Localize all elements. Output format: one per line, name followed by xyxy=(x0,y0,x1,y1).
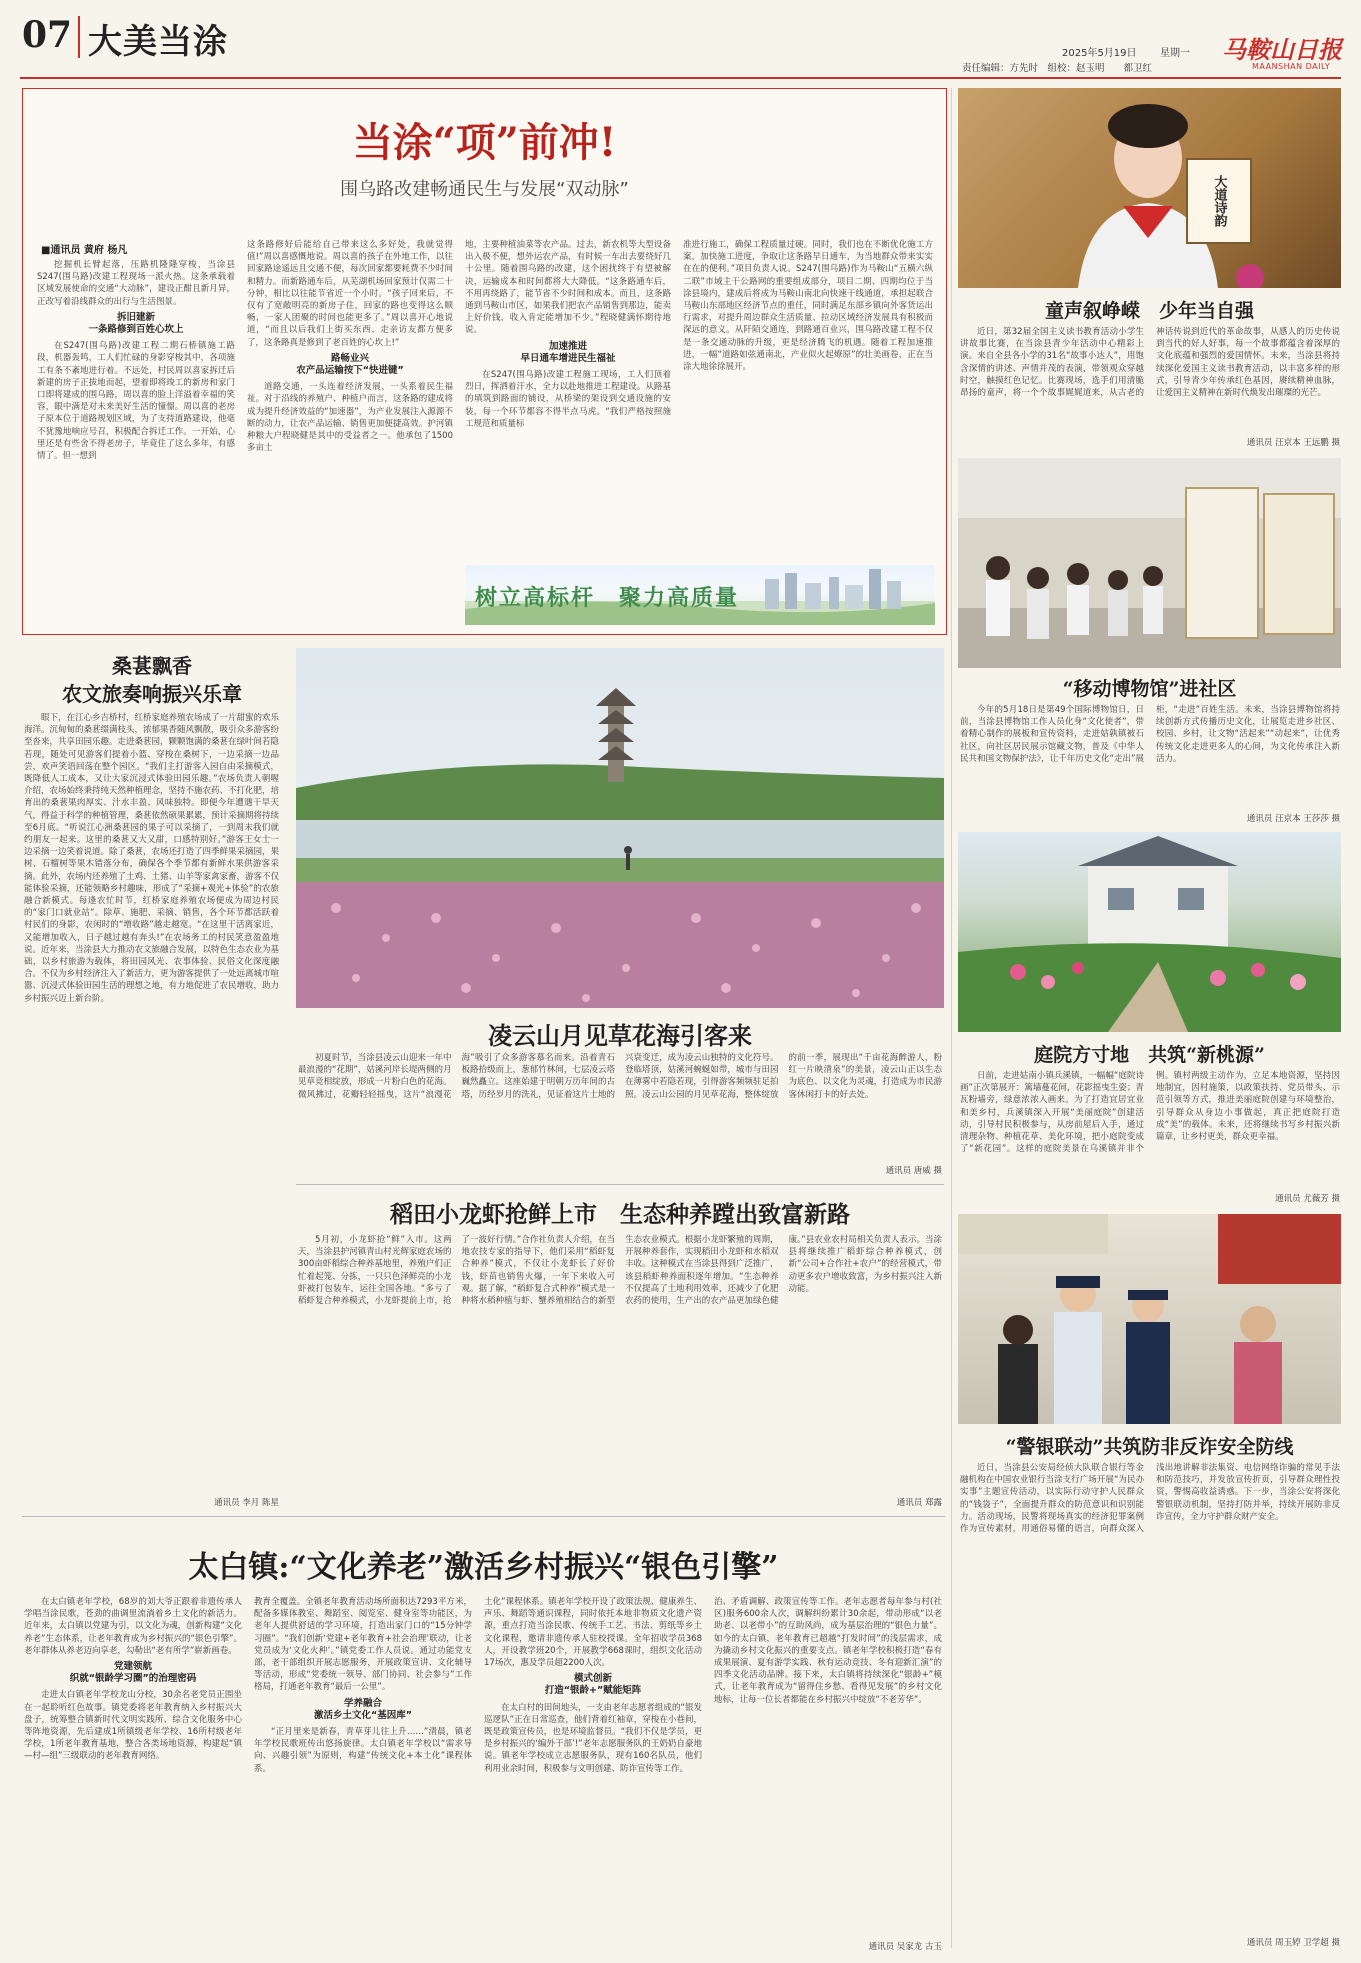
taibai-sub1: 党建领航 xyxy=(113,1661,152,1673)
masthead-divider xyxy=(78,16,80,58)
photo-police-bank xyxy=(958,1214,1341,1424)
museum-scene-graphic xyxy=(958,458,1341,668)
right2-body: 今年的5月18日是第49个国际博物馆日，日前，当涂县博物馆工作人员化身“文化使者”，带着精心制作的展板和宣传资料，走进姑孰镇被石社区，向社区居民展示馆藏文物，普及《中华人民共和国文物保护法》，让千年历史文化“走出”展柜，“走进”百姓生活。未来，当涂县博物馆将持续创新方式传播历史文化，让展览走进乡社区、校园、乡村，让文物“活起来”“动起来”，让优秀传统文化走进更多人的心间，为文化传承注入新活力。 xyxy=(960,705,1340,764)
courtyard-scene-graphic xyxy=(958,832,1341,1032)
daily-logo: 马鞍山日报 xyxy=(1222,35,1342,64)
daotian-credit: 通讯员 郑露 xyxy=(896,1498,942,1508)
lead-col3-text: 地，主要种植油菜等农产品。过去，新农机等大型设备出入极不便，想外运农产品，有时候一车出去要绕好几十公里。随着围乌路的改建，这个困扰终于有望被解决，运输成本和时间都将大大降低。“这条路通车后，不用再绕路了，能节省不少时间和成本。而且，这条路通到马鞍山市区，如果我们把农产品销售到那边，能卖上好价钱，收入肯定能增加不少。”程晓健满怀期待地说。 xyxy=(465,240,671,336)
taibai-col4 xyxy=(714,1596,942,1936)
sign-card-text: 大道诗韵 xyxy=(1211,175,1227,227)
lead-banner xyxy=(465,565,935,625)
right1-credit: 通讯员 汪京本 王远鹏 摄 xyxy=(1246,438,1340,448)
right2-credit: 通讯员 汪京本 王莎莎 摄 xyxy=(1246,814,1340,824)
lead-sub1b: 一条路修到百姓心坎上 xyxy=(88,324,184,336)
sangshen-title-1: 桑葚飘香 xyxy=(112,654,192,678)
lead-col1-text: 在S247(围乌路)改建工程二期石桥镇施工路段，机器轰鸣，工人们忙碌的身影穿梭其中，各项施工有条不紊地进行着。不远处，村民周以喜家拆迁后新建的房子正拔地而起，望着即将竣工的新房和家门口即将建成的围乌路，周以喜的脸上洋溢着幸福的笑容，眼中满是对未来美好生活的憧憬。周以喜的老房子原本位于道路规划区域，为了支持道路建设，他毫不犹豫地响应号召，积极配合拆迁工作。一开始，心里还是有些舍不得老房子，毕竟住了这么多年，有感情了。但一想到 xyxy=(37,341,235,462)
lead-sub3b: 早日通车增进民生福祉 xyxy=(520,352,616,364)
lead-byline: ■通讯员 黄府 杨凡 xyxy=(41,245,128,256)
photo-storyteller-girl xyxy=(958,88,1341,288)
sangshen-title-2: 农文旅奏响振兴乐章 xyxy=(62,682,242,706)
masthead-date: 2025年5月19日 xyxy=(1062,48,1137,59)
sign-card xyxy=(1186,158,1252,244)
taibai-col3-text: 土化”课程体系。镇老年学校开设了政策法规、健康养生、声乐、舞蹈等通识课程，同时依托本地非物质文化遗产资源，重点打造当涂民歌、传统手工艺、书法、剪纸等乡土文化课程，邀请非遗传承人驻校授课。全年招收学员368人，开设教学班20个，开展教学668课时，组织文化活动17场次，惠及学员超2200人次。 xyxy=(484,1597,702,1669)
taibai-col1 xyxy=(24,1596,242,1956)
right1-text xyxy=(960,326,1340,434)
lead-col2 xyxy=(247,239,453,629)
masthead xyxy=(0,0,1361,80)
taibai-col3-text2: 在太白村的田间地头，一支由老年志愿者组成的“银发巡逻队”正在日常巡查，他们背着红袖章，穿梭在小巷间，既是政策宣传员，也是环境监督员。“我们不仅是学员，更是乡村振兴的‘编外干部’!”老年志愿服务队的王奶奶自豪地说。镇老年学校成立志愿服务队，现有160名队员，他们利用业余时间，积极参与文明创建、防诈宣传等工作。 xyxy=(484,1702,702,1774)
right1-body: 近日，第32届全国主义读书教育活动小学生讲故事比赛，在当涂县青少年活动中心精彩上演。来自全县各小学的31名“故事小达人”，用饱含深情的讲述、声情并茂的表演，带领观众穿越时空，触摸红色记忆。比赛现场，选手们用清脆昂扬的童声，将一个个故事娓娓道来，从古老的神话传说到近代的革命故事，从感人的历史传说到当代的好人好事，每一个故事都蕴含着深厚的文化底蕴和强烈的爱国情怀。未来，当涂县将持续深化爱国主义读书教育活动，以丰富多样的形式，引导青少年传承红色基因，赓续精神血脉，让爱国主义精神在新时代焕发出璀璨的光芒。 xyxy=(960,327,1340,399)
taibai-col2-text: 教育全覆盖。全镇老年教育活动场所面积达7293平方米，配备多媒体教室、舞蹈室、阅览室、健身室等功能区，为老年人提供舒适的学习环境，打造出家门口的“15分钟学习圈”。“我们创新‘党建+老年教育+社会治理’联动，让老党员成为‘文化火种’。”镇党委工作人员说。通过功能党支部，老干部组织开展志愿服务，开展政策宣讲、文化辅导等活动，形成“党委统一领导、部门协同、社会参与”工作格局，打通老年教育“最后一公里”。 xyxy=(254,1597,472,1693)
column-divider xyxy=(951,88,952,1948)
section-title: 大美当涂 xyxy=(88,22,228,62)
lead-sub3: 加速推进 xyxy=(548,340,587,352)
sangshen-credit: 通讯员 李月 陈星 xyxy=(214,1498,279,1508)
right4-credit: 通讯员 周玉婷 卫学超 摄 xyxy=(1246,1938,1340,1948)
right3-text xyxy=(960,1070,1340,1192)
right3-body: 日前，走进姑南小镇兵溪镇，一幅幅“庭院诗画”正次第展开：篱墙蔓花间，花影摇曳生姿；青瓦粉墙旁，绿意浓浓入画来。为了打造宜居宜业和美乡村，兵溪镇深入开展“美丽庭院”创建活动，引导村民积极参与，从房前屋后入手，通过清理杂物、种植花草、美化环境，把小庭院变成了“新花园”。这样的庭院美景在乌溪镇并非个例。镇村两级主动作为，立足本地资源，坚持因地制宜，因村施策，以政策扶持、党员带头、示范引领等方式，推进美丽庭院创建与环境整治，引导群众从身边小事做起，真正把庭院打造成“美”的载体。未来，还将继续书写乡村振兴新篇章，让乡村更美，群众更幸福。 xyxy=(960,1071,1340,1155)
lead-col4-text: 准进行施工，确保工程质量过硬。同时，我们也在不断优化施工方案，加快施工进度，争取让这条路早日通车，为当地群众带来实实在在的便利。”项目负责人说。S247(围乌路)作为马鞍山“五横六纵二联”市域主干公路网的重要组成部分，项目二期、四期均位于当涂县境内，建成后将成为马鞍山南北向快速干线通道，承担起联合马鞍山东部地区经济节点的重任，同时满足东部乡镇向外客货运出行需求，对提升周边群众生活质量、拉动区域经济发展具有积极而深远的意义。从阡陌交通连，到路通百业兴，围乌路改建工程不仅是一条交通动脉的升级，更是经济腾飞的机遇。随着工程加速推进，一幅“道路如弦通南北，产业似火起燎原”的壮美画卷，正在当涂大地徐徐展开。 xyxy=(683,240,933,373)
lead-col2-text: 这条路修好后能给自己带来这么多好处，我就觉得值!”周以喜感慨地说。周以喜的孩子在外地工作，以往回家路途遥远且交通不便，每次回家都要耗费不少时间和精力。而新路通车后，从芜湖机场回家预计仅需二十分钟，相比以往能节省近一个小时。“孩子回来后，不仅有了宽敞明亮的新房子住，回家的路也变得这么顺畅，一家人团聚的时间也能更多了。”周以喜开心地说道，“而且以后我们上街买东西、走亲访友都方便多了，这条路真是修到了老百姓的心坎上!” xyxy=(247,240,453,348)
photo-courtyard xyxy=(958,832,1341,1032)
daotian-title: 稻田小龙虾抢鲜上市 生态种养蹚出致富新路 xyxy=(390,1201,850,1228)
pagoda-scene-graphic xyxy=(296,648,944,1008)
taibai-col1-text: 走进太白镇老年学校龙山分校，30余名老党员正围坐在一起聆听红色故事。镇党委将老年教育纳入乡村振兴大盘子，统筹整合镇新时代文明实践所、综合文化服务中心等阵地资源，先后建成1所镇级老年学校、16所村级老年学校，1所老年教育基地，整合各类场地资源，构建起“镇—村—组”三级联动的老年教育网络。 xyxy=(24,1690,242,1762)
editor-line: 责任编辑：方先时 组校：赵玉明 都卫红 xyxy=(962,63,1153,74)
taibai-col4-text: 治、矛盾调解、政策宣传等工作。老年志愿者每年参与村(社区)服务600余人次，调解纠纷累计30余起，带动形成“以老助老、以老带小”的互助风尚，成为基层治理的“银色力量”。如今的太白镇，老年教育已超越“打发时间”的浅层需求，成为撬动乡村文化振兴的重要支点。镇老年学校积极打造“春有成果展演、夏有游学实践、秋有运动竞技、冬有迎新汇演”的四季文化活动品牌。接下来，太白镇将持续深化“银龄+”模式，让老年教育成为“留得住乡愁、看得见发展”的乡村文化地标，让每一位长者都能在乡村振兴中绽放“不老芳华”。 xyxy=(714,1597,942,1705)
masthead-rule xyxy=(20,77,1341,79)
taibai-col2 xyxy=(254,1596,472,1956)
daotian-text xyxy=(298,1234,942,1490)
right3-credit: 通讯员 尤薇芳 摄 xyxy=(1275,1194,1340,1204)
lingyun-credit: 通讯员 唐威 摄 xyxy=(885,1166,942,1176)
banner-slogan: 树立高标杆 聚力高质量 xyxy=(475,585,740,611)
taibai-intro: 在太白镇老年学校，68岁的刘大爷正跟着非遗传承人学唱当涂民歌，苍劲的曲调里流淌着乡土文化的新活力。近年来，太白镇以党建为引，以文化为魂，创新构建“文化养老”生态体系，让老年教育成为乡村振兴的“银色引擎”。老年群体从养老迈向享老，勾勒出“老有所学”崭新画卷。 xyxy=(24,1597,242,1656)
daotian-rule xyxy=(296,1184,944,1185)
lead-intro: 挖掘机长臂起落，压路机隆隆穿梭，当涂县S247(围乌路)改建工程现场一派火热。这条承载着区域发展使命的交通“大动脉”，建设正酣且新月异，正改写着沿线群众的出行与生活图景。 xyxy=(37,260,235,307)
taibai-col2-text2: “正月里来是新春，青草芽儿往上升……”清晨，镇老年学校民歌班传出悠扬旋律。太白镇老年学校以“需求导向、兴趣引领”为原则，构建“传统文化+本土化”课程体系。 xyxy=(254,1727,472,1774)
lead-sub1: 拆旧建新 xyxy=(116,311,155,323)
taibai-title: 太白镇:“文化养老”激活乡村振兴“银色引擎” xyxy=(188,1550,779,1585)
taibai-sub3: 模式创新 xyxy=(573,1673,612,1685)
lead-sub2b: 农产品运输按下“快进键” xyxy=(296,365,404,377)
taibai-sub2: 学养融合 xyxy=(343,1697,382,1709)
taibai-sub2b: 激活乡土文化“基因库” xyxy=(314,1709,412,1721)
lead-subtitle: 围乌路改建畅通民生与发展“双动脉” xyxy=(340,179,629,200)
lingyun-title: 凌云山月见草花海引客来 xyxy=(488,1021,752,1050)
taibai-rule xyxy=(22,1516,945,1517)
taibai-sub3b: 打造“银龄+”赋能矩阵 xyxy=(544,1685,642,1697)
daily-logo-en: MAANSHAN DAILY xyxy=(1252,62,1331,71)
lead-title: 当涂“项”前冲! xyxy=(352,119,617,166)
masthead-weekday: 星期一 xyxy=(1160,48,1190,59)
right4-body: 近日，当涂县公安局经侦大队联合银行等金融机构在中国农业银行当涂支行广场开展“为民办实事”主题宣传活动，以实际行动守护人民群众的“钱袋子”，全面提升群众的防范意识和识别能力。活动现场，民警将现场真实的经济犯罪案例作为宣传素材，用通俗易懂的语言，向群众深入浅出地讲解非法集资、电信网络诈骗的常见手法和防范技巧，并发放宣传折页，引导群众理性投资，警惕高收益诱惑。下一步，当涂公安将深化警银联动机制，坚持打防并举，持续开展防非反诈宣传，全力守护群众财产安全。 xyxy=(960,1463,1340,1535)
page-number: 07 xyxy=(22,14,73,56)
right4-title: “警银联动”共筑防非反诈安全防线 xyxy=(1005,1436,1294,1458)
right4-text xyxy=(960,1462,1340,1932)
sangshen-body: 眼下，在江心乡吉桥村，红桥家庭养殖农场成了一片甜蜜的欢乐海洋。沉甸甸的桑葚缀满枝头，浓郁果香随风飘散，吸引众多游客纷至沓来，共享田园乐趣。走进桑葚园，颗颗饱满的桑葚在绿叶间若隐若现，随处可见游客们提着小篮、穿梭在桑树下，一边采摘一边品尝，欢声笑语回荡在整个园区。“我们主打游客入园自由采摘模式，既降低人工成本，又让大家沉浸式体验田园乐趣。”农场负责人朝喔介绍，农场始终秉持纯天然种植理念，坚持不施农药、不打化肥，培育出的桑葚果肉厚实、汁水丰盈、风味独特。即便今年遭遇干旱天气，得益于科学的种植管理，桑葚依然硕果累累，预计采摘期将持续至6月底。“听说江心洲桑葚园的果子可以采摘了，一到周末我们就约朋友一起来。这里的桑葚又大又甜，口感特别好。”游客王女士一边采摘一边笑着说道。除了桑葚，农场还打造了四季鲜果采摘园，果树、石榴树等果木错落分布，确保各个季节都有新鲜水果供游客采摘。此外，农场内还养殖了土鸡、土猪、山羊等家禽家畜，游客不仅能体验采摘，还能领略乡村趣味，形成了“采摘+观光+体验”的农旅融合新模式。每逢农忙时节，红桥家庭养殖农场便成为周边村民的“家门口就业站”。除草、施肥、采摘、销售，各个环节都活跃着村民们的身影，农闲时的“增收路”越走越宽。“在这里干活离家近，又能增加收入，日子越过越有奔头!”在农场务工的村民笑意盈盈地说。近年来，当涂县大力推动农文旅融合发展，以特色生态农业为基础，以乡村旅游为载体，将田园风光、农事体验、民俗文化深度融合。不仅为乡村经济注入了新活力，更为游客提供了一处远离城市喧嚣、沉浸式体验田园生活的理想之地，有力地促进了农民增收，助力乡村振兴迈上新台阶。 xyxy=(24,713,279,1004)
sangshen-text xyxy=(24,712,279,1492)
lingyun-text xyxy=(298,1052,942,1164)
daotian-body: 5月初，小龙虾抢“鲜”入市。这两天，当涂县护河镇青山村光辉家庭农场的300亩虾稻综合种养基地里，养殖户们正忙着起笼、分拣，一只只色泽鲜亮的小龙虾被打包装车，运往全国各地。“多亏了稻虾复合种养模式，小龙虾提前上市，抢了一波好行情。”合作社负责人介绍，在当地农技专家的指导下，他们采用“稻虾复合种养”模式，不仅让小龙虾长了好价钱，虾苗也销售火爆，一年下来收入可观。据了解，“稻虾复合式种养”模式是一种将水稻种植与虾、蟹养殖相结合的新型生态农业模式。根据小龙虾繁殖的周期，开展种养套作，实现稻田小龙虾和水稻双丰收。这种模式在当涂县得到广泛推广，该县稻虾种养面积逐年增加。“生态种养不仅提高了土地利用效率，还减少了化肥农药的使用，生产出的农产品更加绿色健康。”县农业农村局相关负责人表示。当涂县将继续推广稻虾综合种养模式，创新“公司+合作社+农户”的经营模式，带动更多农户增收致富，为乡村振兴注入新动能。 xyxy=(298,1235,942,1307)
photo-mobile-museum xyxy=(958,458,1341,668)
taibai-credit: 通讯员 吴家龙 古玉 xyxy=(868,1942,942,1952)
lead-col2-text2: 道路交通，一头连着经济发展，一头系着民生福祉。对于沿线的养殖户、种植户而言，这条路的建成将成为提升经济效益的“加速器”，为产业发展注入源源不断的动力，让农产品运输、销售更加便捷高效。护河镇种粮大户程晓健是其中的受益者之一。他承包了1500多亩土 xyxy=(247,382,453,454)
right1-title: 童声叙峥嵘 少年当自强 xyxy=(1044,300,1254,322)
taibai-col3 xyxy=(484,1596,702,1956)
lead-col1 xyxy=(37,259,235,629)
right3-title: 庭院方寸地 共筑“新桃源” xyxy=(1034,1044,1265,1066)
girl-figure-graphic xyxy=(958,88,1341,288)
police-scene-graphic xyxy=(958,1214,1341,1424)
lead-col4 xyxy=(683,239,933,559)
lead-col3 xyxy=(465,239,671,559)
lead-article xyxy=(22,88,947,635)
lead-col3-text2: 在S247(围乌路)改建工程施工现场，工人们顶着烈日，挥洒着汗水，全力以赴地推进工程建设。从路基的填筑到路面的铺设，从桥梁的架设到交通设施的安装，每一个环节都容不得半点马虎。“我们严格按照施工规范和质量标 xyxy=(465,370,671,429)
right2-text xyxy=(960,704,1340,810)
taibai-sub1b: 织就“银龄学习圈”的治理密码 xyxy=(69,1673,197,1685)
right2-title: “移动博物馆”进社区 xyxy=(1062,678,1237,700)
photo-lingyun-pagoda xyxy=(296,648,944,1008)
lingyun-body: 初夏时节，当涂县凌云山迎来一年中最浪漫的“花期”，姑溪河岸长堤两侧的月见草竞相绽放，形成一片粉白色的花海。微风拂过，花瓣轻轻摇曳，这片“浪漫花海”吸引了众多游客慕名而来。沿着青石板路拾级而上，葱郁竹林间，七层凌云塔巍然矗立。这座始建于明朝万历年间的古塔，历经岁月的洗礼，见证着这片土地的兴衰变迁，成为凌云山独特的文化符号。登临塔顶，姑溪河蜿蜒如带，城市与田园在薄雾中若隐若现，引得游客频频驻足拍照。凌云山公园的月见草花海，整体绽放的前一季，展现出“千亩花海醉游人，粉红一片映清泉”的美景，凌云山正以生态为底色、以文化为灵魂，打造成为市民游客休闲打卡的好去处。 xyxy=(298,1053,942,1100)
lead-sub2: 路畅业兴 xyxy=(330,352,369,364)
